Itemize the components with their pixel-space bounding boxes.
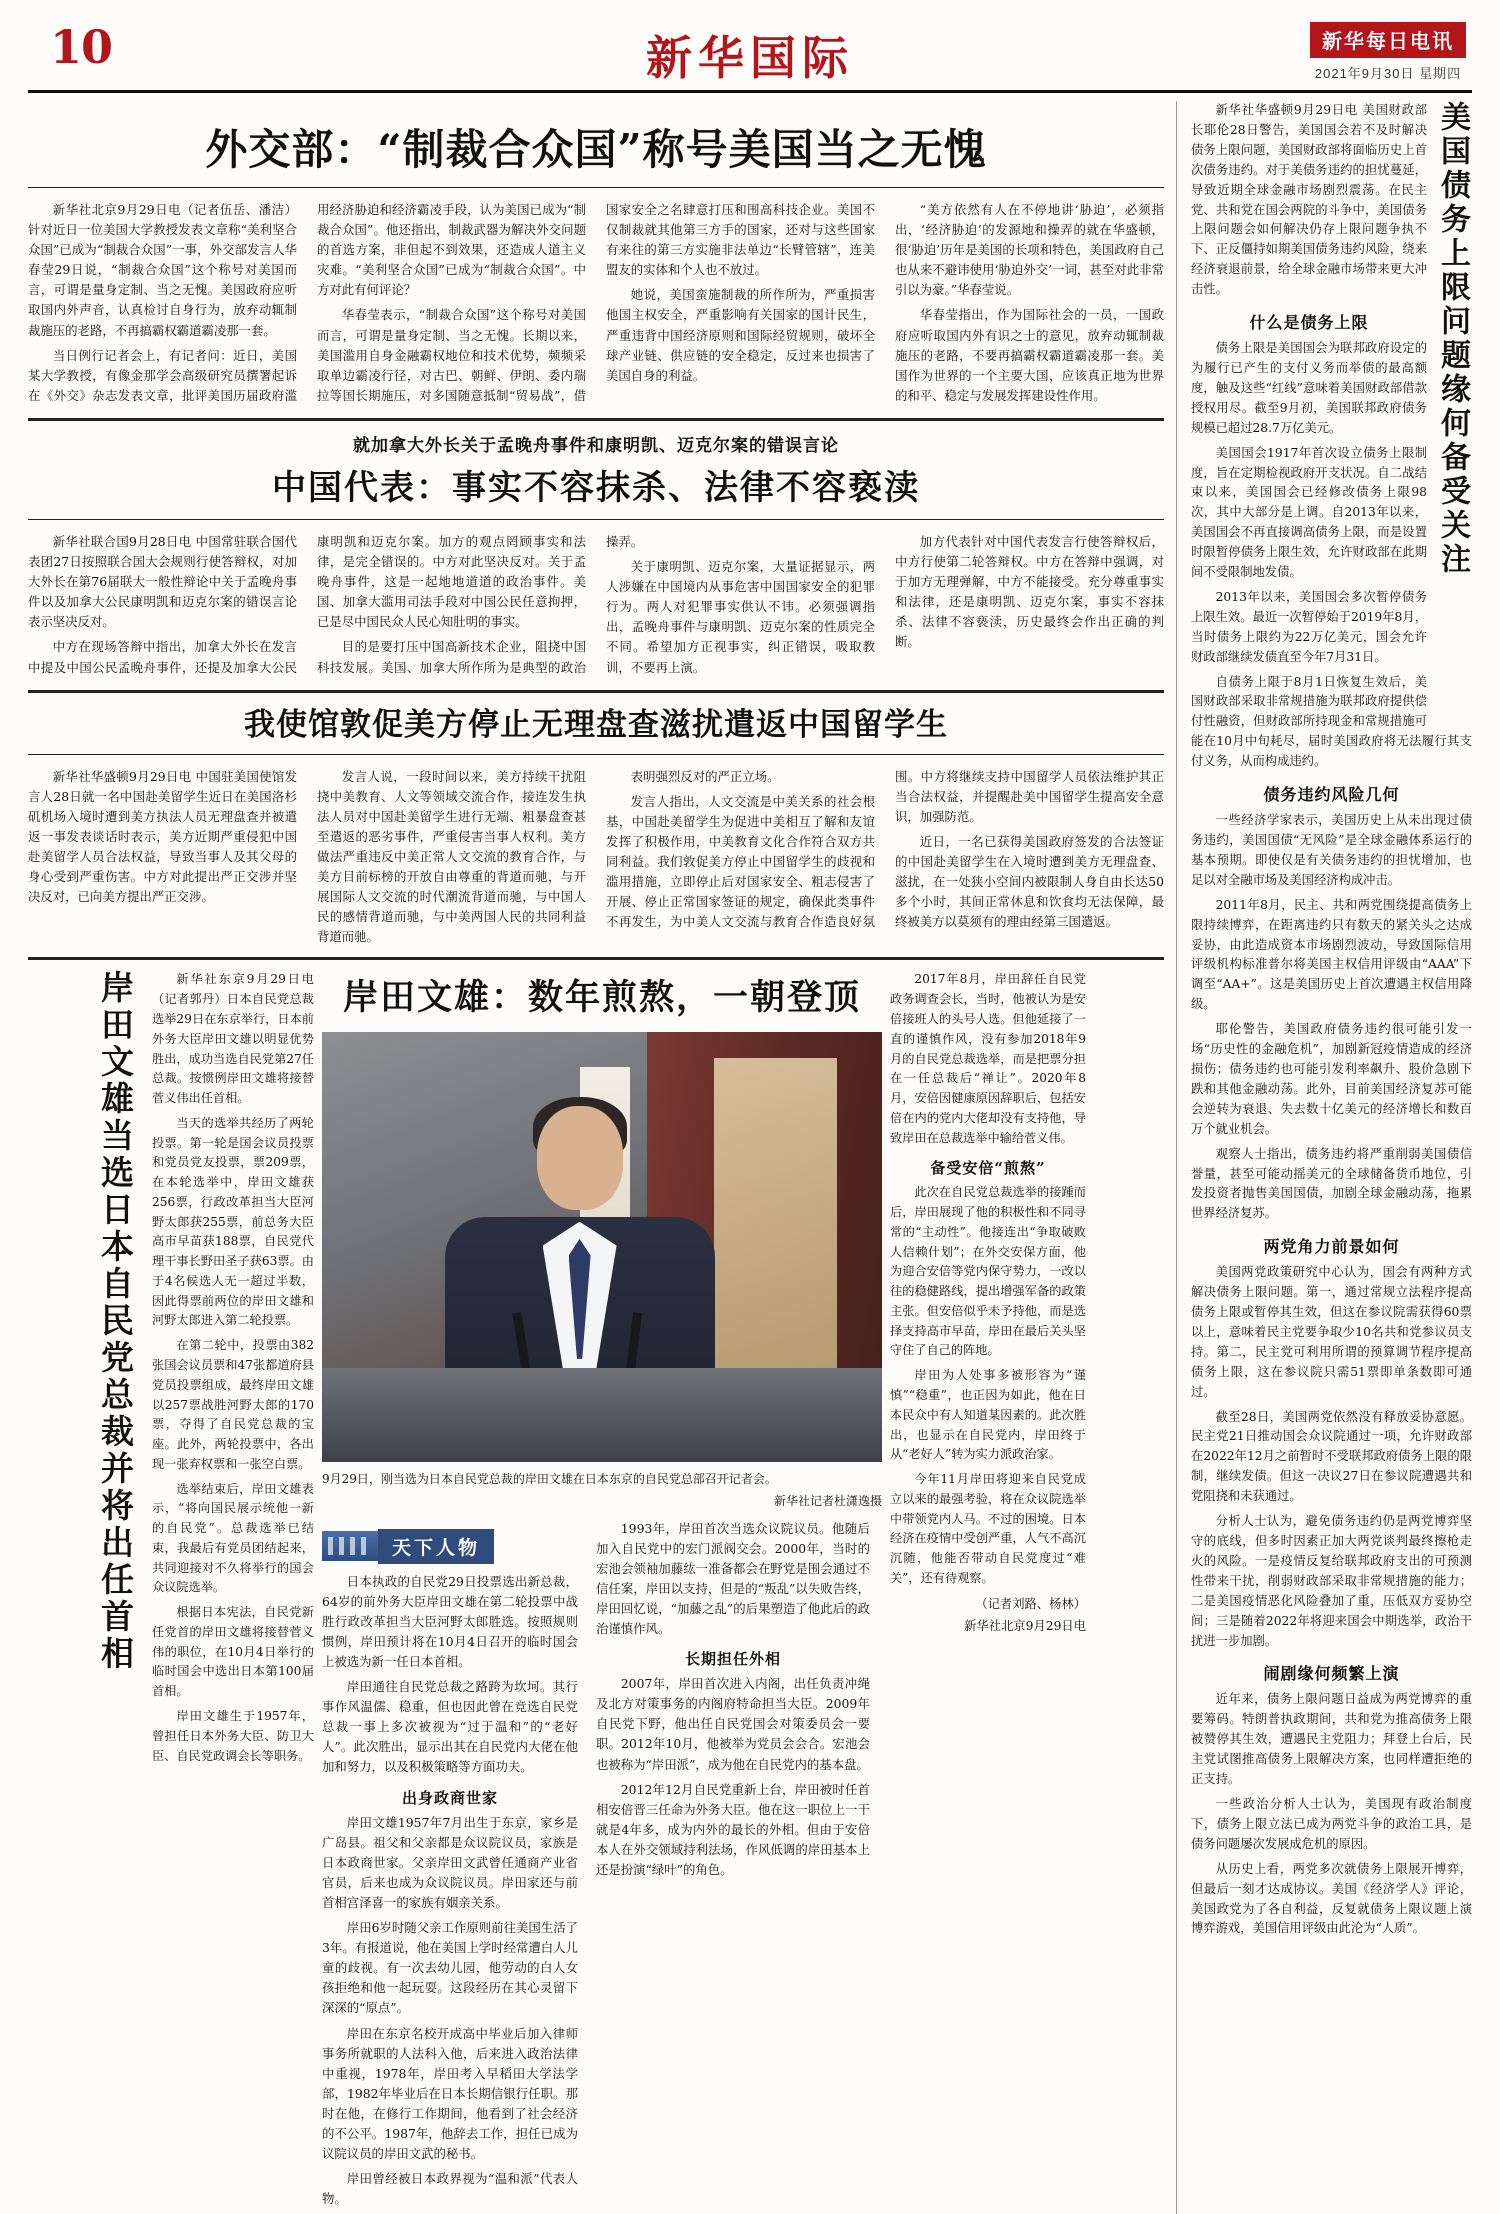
- paragraph: 根据日本宪法，自民党新任党首的岸田文雄将接替菅义伟的职位，在10月4日举行的临时国会中选出日本第100届首相。: [152, 1605, 314, 1699]
- paragraph: 2012年12月自民党重新上台，岸田被时任首相安倍晋三任命为外务大臣。他在这一职位上一干就是4年多，成为内外的最长的外相。但由于安倍本人在外交领域持利法场，作风低调的岸田基本上还是扮演“绿叶”的角色。: [596, 1781, 870, 1878]
- paragraph: 新华社联合国9月28日电 中国常驻联合国代表团27日按照联合国大会规则行使答辩权，对加大外长在第76届联大一般性辩论中关于孟晚舟事件以及加拿大公民康明凯和迈克尔案的错误言论表示坚决反对。: [28, 533, 297, 630]
- paragraph: 2007年，岸田首次进入内阁，出任负责冲绳及北方对策事务的内阁府特命担当大臣。2009年自民党下野，他出任自民党国会对策委员会一要职。2012年10月，他被举为党员会会合。宏池会也被称为“岸田派”，成为他在自民党内的基本盘。: [596, 1676, 870, 1772]
- masthead-right: [1310, 22, 1466, 82]
- feature-column-4: [882, 970, 1094, 2214]
- divider: [28, 519, 1164, 520]
- paragraph: 新华社东京9月29日电（记者郭丹）日本自民党总裁选举29日在东京举行，日本前外务大臣岸田文雄以明显优势胜出，成功当选自民党第27任总裁。按惯例岸田文雄将接替菅义伟出任首相。: [152, 972, 314, 1106]
- rail-subhead: 债务违约风险几何: [1263, 785, 1400, 805]
- third-body: [28, 767, 1164, 948]
- paragraph: 分析人士认为，避免债务违约仍是两党博弈坚守的底线，但多时因素正加大两党谈判最终擦枪走火的风险。一是疫情反复给联邦政府支出的可预测性带来干扰，削弱财政部采取非常规措施的能力；二是美国疫情恶化风险叠加了重，压低双方妥协空间；三是随着2022年将迎来国会中期选举，政治干扰进一步加剧。: [1191, 1514, 1472, 1648]
- rail-subhead: 闹剧缘何频繁上演: [1263, 1664, 1400, 1684]
- feature-subhead: 出身政商世家: [401, 1788, 498, 1807]
- masthead-date: 2021年9月30日 星期四: [1314, 66, 1462, 81]
- paragraph: 日本执政的自民党29日投票选出新总裁，64岁的前外务大臣岸田文雄在第二轮投票中战胜行政改革担当大臣河野太郎胜选。按照规则惯例，岸田预计将在10月4日召开的临时国会上被选为新一任日本首相。: [322, 1573, 578, 1669]
- paragraph: 中方在现场答辩中指出，加拿大外长在发言中提及中国公民孟晚舟事件，还提及加拿大公民康明凯和迈克尔案。加方的观点罔顾事实和法律，是完全错误的。中方对此坚决反对。关于孟晚舟事件，这是一起地地道道的政治事件。美国、加拿大滥用司法手段对中国公民任意拘押，已是尽中国民众人民心知肚明的事实。: [28, 533, 586, 675]
- paragraph: 今年11月岸田将迎来自民党成立以来的最强考验，将在众议院选举中带领党内人马。不过的困境。日本经济在疫情中受创严重，人气不高沉沉随，他能否带动自民党度过“难关”，还有待观察。: [890, 1472, 1086, 1585]
- paragraph: 2017年8月，岸田辞任自民党政务调查会长，当时，他被认为是安倍接班人的头号人选。但他延接了一直的谨慎作风，没有参加2018年9月的自民党总裁选举，而是把票分担在一任总裁后“禅让”。2020年8月，安倍因健康原因辞职后，包括安倍在内的党内大佬却没有支持他，导致岸田在总裁选举中输给菅义伟。: [890, 972, 1086, 1145]
- photo-credit: 新华社记者杜潇逸摄: [773, 1493, 882, 1508]
- section-tag: [322, 1529, 578, 1564]
- page-number: 10: [50, 20, 113, 74]
- paragraph: 发言人指出，人文交流是中美关系的社会根基，中国赴美留学生为促进中美相互了解和友谊发挥了积极作用，中美教育文化合作符合双方共同利益。我们敦促美方停止中国留学生的歧视和滥用措施，立即停止后对国家安全、粗志侵害了开展、停止正常国家签证的规定，确保此类事件不再发生，为中美人文交流与教育合作造良好氛围。中方将继续支持中国留学人员依法维护其正当合法权益，并提醒赴美中国留学生提高安全意识，加强防范。: [606, 768, 1164, 930]
- second-article: [28, 418, 1164, 678]
- divider: [28, 690, 1164, 693]
- paragraph: 新华社华盛顿9月29日电 中国驻美国使馆发言人28日就一名中国赴美留学生近日在美国洛杉矶机场入境时遭到美方执法人员无理盘查并被遣返一事发表谈话时表示，美方近期严重侵犯中国赴美留学人员合法权益，导致当事人及其父母的身心受到严重伤害。中方对此提出严正交涉并坚决反对，已向美方提出严正交涉。: [28, 768, 297, 905]
- second-kicker: 就加拿大外长关于孟晚舟事件和康明凯、迈克尔案的错误言论: [353, 435, 839, 455]
- feature-subhead: 备受安倍“煎熬”: [930, 1159, 1046, 1178]
- paragraph: 岸田文雄生于1957年，曾担任日本外务大臣、防卫大臣、自民党政调会长等职务。: [152, 1709, 314, 1763]
- lead-article: [28, 117, 1164, 406]
- lead-body: [28, 200, 1164, 406]
- section-tag-label: 天下人物: [378, 1529, 494, 1564]
- feature-article: [28, 957, 1164, 2214]
- people-icon: [322, 1531, 378, 1561]
- paragraph: 在第二轮中，投票由382张国会议员票和47张都道府县党员投票组成，最终岸田文雄以257票战胜河野太郎的170票，夺得了自民党总裁的宝座。此外，两轮投票中，各出现一张弃权票和一张空白票。: [152, 1338, 314, 1471]
- masthead-brand: 新华每日电讯: [1310, 22, 1466, 58]
- paragraph: 当日例行记者会上，有记者问：近日，美国某大学教授，有像金那学会高级研究员撰署起诉在《外交》杂志发表文章，批评美国历届政府滥用经济胁迫和经济霸凌手段，认为美国已成为“制裁合众国”。他还指出，制裁武器为解决外交问题的首选方案，非但起不到效果，还造成人道主义灾难。“美利坚合众国”已成为“制裁合众国”。中方对此有何评论？: [28, 202, 586, 403]
- paragraph: 自债务上限于8月1日恢复生效后，美国财政部采取非常规措施为联邦政府提供偿付性融资，但财政部所持现金和常规措施可能在10月中旬耗尽，届时美国政府将无法履行其支付义务，从而构成违约。: [1191, 674, 1472, 769]
- photo-caption: 9月29日，刚当选为日本自民党总裁的岸田文雄在日本东京的自民党总部召开记者会。: [322, 1472, 777, 1487]
- paragraph: 选举结束后，岸田文雄表示，“将向国民展示统他一新的自民党”。总裁选举已结束，我最后有党员团结起来，共同迎接对不久将举行的国会众议院选举。: [152, 1481, 314, 1595]
- rail-intro: [1191, 101, 1472, 1939]
- paragraph: 岸田为人处事多被形容为“谨慎”“稳重”，也正因为如此，他在日本民众中有人知道某因素的。此次胜出，也显示在自民党内，岸田终于从“老好人”转为实力派政治家。: [890, 1368, 1086, 1462]
- masthead-title: 新华国际: [646, 31, 854, 85]
- paragraph: 新华社北京9月29日电（记者伍岳、潘洁）针对近日一位美国大学教授发表文章称“美利坚合众国”已成为“制裁合众国”一事，外交部发言人华春莹29日说，“制裁合众国”这个称号对美国而言，可谓是量身定制、当之无愧。美国政府应听取国内外声音，认真检讨自身行为，放弃动辄制裁施压的老路，不再搞霸权霸道霸凌那一套。: [28, 202, 297, 338]
- paragraph: 一些政治分析人士认为，美国现有政治制度下，债务上限立法已成为两党斗争的政治工具，是债务问题屡次发展成危机的原因。: [1191, 1796, 1472, 1851]
- paragraph: 发言人说，一段时间以来，美方持续干扰阻挠中美教育、人文等领域交流合作，接连发生执法人员对中国赴美留学生进行无端、粗暴盘查甚至遣返的恶劣事件，严重侵害当事人权利。美方做法严重违反中美正常人文交流的教育合作，与美方目前标榜的开放自由尊重的背道而驰，与开展国际人文交流的时代潮流背道而驰，与中国人民的感情背道而驰，与中美两国人民的共同利益背道而驰。: [317, 768, 586, 945]
- paragraph: 目的是要打压中国高新技术企业，阻挠中国科技发展。美国、加拿大所作所为是典型的政治操弄。: [317, 533, 644, 675]
- flag-decoration: [714, 1058, 837, 1402]
- rail-subhead: 什么是债务上限: [1249, 313, 1369, 333]
- paragraph: 加方代表针对中国代表发言行使答辩权后，中方行使第二轮答辩权。中方在答辩中强调，对于加方无理弹解，中方不能接受。充分尊重事实和法律，还是康明凯、迈克尔案，事实不容抹杀、法律不容亵渎，历史最终会作出正确的判断。: [895, 533, 1164, 650]
- paragraph: 2013年以来，美国国会多次暂停债务上限生效。最近一次暂停始于2019年8月，当时债务上限约为22万亿美元，国会允许财政部继续发债直至今年7月31日。: [1191, 589, 1427, 664]
- rail-vertical-headline: 美国债务上限问题缘何备受关注: [1435, 101, 1470, 577]
- paragraph: 岸田曾经被日本政界视为“温和派”代表人物。: [322, 2171, 578, 2207]
- paragraph: 美国国会1917年首次设立债务上限制度，旨在定期检视政府开支状况。自二战结束以来，美国国会已经修改债务上限98次，其中大部分是上调。自2013年以来，美国国会不再直接调高债务上限，而是设置时限暂停债务上限生效，允许财政部在此期间不受限制地发债。: [1191, 445, 1427, 580]
- feature-subhead: 长期担任外相: [684, 1650, 781, 1669]
- paragraph: 债务上限是美国国会为联邦政府设定的为履行已产生的支付义务而举债的最高额度，触及这些“红线”意味着美国财政部借款授权用尽。截至9月初，美国联邦政府债务规模已超过28.7万亿美元。: [1191, 341, 1427, 435]
- dateline: 新华社北京9月29日电: [964, 1618, 1086, 1633]
- paragraph: 新华社华盛顿9月29日电 美国财政部长耶伦28日警告，美国国会若不及时解决债务上限问题，美国财政部将面临历史上首次债务违约。对于美债务违约的担忧蔓延，导致近期全球金融市场剧烈震荡。在民主党、共和党在国会两院的斗争中，美国债务上限问题会如何解决仍存上限问题争执不下、正反僵持如期美国债务违约风险，绕来经济衰退前景，给全球金融市场带来更大冲击性。: [1191, 103, 1427, 297]
- paragraph: 岸田通往自民党总裁之路跨为坎坷。其行事作风温儒、稳重，但也因此曾在竞选自民党总裁一事上多次被视为“过于温和”的“老好人”。此次胜出，显示出其在自民党内大佬在他加和努力，以及积极策略等方面功夫。: [322, 1679, 578, 1775]
- paragraph: 截至28日，美国两党依然没有释放妥协意愿。民主党21日推动国会众议院通过一项，允许财政部在2022年12月之前暂时不受联邦政府债务上限的限制，继续发债。但这一决议27日在参议院遭遇共和党阻挠和未获通过。: [1191, 1409, 1472, 1504]
- right-rail: [1176, 101, 1472, 2214]
- paragraph: 此次在自民党总裁选举的接踵而后，岸田展现了他的积极性和不同寻常的“主动性”。他接连出“争取破败人信赖什划”；在外交安保方面，他为迎合安倍等党内保守势力，一改以往的稳健路线，提出增强军备的政策主张。但安倍似乎未予持他，而是选择支持高市早苗，岸田在最后关头坚守住了自己的阵地。: [890, 1185, 1086, 1358]
- divider: [28, 754, 1164, 755]
- third-article: [28, 690, 1164, 948]
- lead-headline: 外交部：“制裁合众国”称号美国当之无愧: [205, 125, 987, 174]
- feature-photo-block: [322, 970, 882, 2214]
- paragraph: 近年来，债务上限问题日益成为两党博弈的重要筹码。特朗普执政期间，共和党为推高债务上限被赞停其生效，遭遇民主党阻力；拜登上台后，民主党试图推高债务上限解决方案，也同样遭拒绝的正支持。: [1191, 1692, 1472, 1787]
- feature-column-1: [144, 970, 322, 2214]
- paragraph: 2011年8月，民主、共和两党围绕提高债务上限持续博弈，在距离违约只有数天的紧关头之达成妥协，由此造成资本市场剧烈波动，导致国际信用评级机构标准普尔将美国主权信用评级由“AAA”下调至“AA+”。这是美国历史上首次遭遇主权信用降级。: [1191, 897, 1472, 1012]
- paragraph: 一些经济学家表示，美国历史上从未出现过债务违约，美国国债“无风险”是全球金融体系运行的基本预期。即使仅是有关债务违约的担忧增加，也足以对全融市场及美国经济构成冲击。: [1191, 813, 1472, 887]
- feature-photo-title: 岸田文雄：数年煎熬，一朝登顶: [342, 977, 861, 1019]
- feature-photo: [322, 1032, 882, 1462]
- paragraph: 当天的选举共经历了两轮投票。第一轮是国会议员投票和党员党友投票，票209票，在本轮选举中，岸田文雄获256票，行政改革担当大臣河野太郎获255票，前总务大臣高市早苗获188票，自民党代理干事长野田圣子获63票。由于4名候选人无一超过半数，因此得票前两位的岸田文雄和河野太郎进入第二轮投票。: [152, 1115, 314, 1328]
- paragraph: 1993年，岸田首次当选众议院议员。他随后加入自民党中的宏门派阀交会。2000年，当时的宏池会领袖加藤纮一准备都会在野党是围会通过不信任案，岸田以支持，但是的“叛乱”以失败告终，岸田回忆说，“加藤之乱”的后果塑造了他此后的政治谨慎作风。: [596, 1520, 870, 1637]
- third-headline: 我使馆敦促美方停止无理盘查滋扰遣返中国留学生: [244, 706, 948, 743]
- main-column: [28, 101, 1176, 2214]
- paragraph: 华春莹表示，“制裁合众国”这个称号对美国而言，可谓是量身定制、当之无愧。长期以来，美国滥用自身金融霸权地位和技术优势，频频采取单边霸凌行径，对古巴、朝鲜、伊朗、委内瑞拉等国长期施压，对多国随意抵制“贸易战”，借国家安全之名肆意打压和围高科技企业。美国不仅制裁就其他第三方手的国家，还对与这些国家有来往的第三方实施非法单边“长臂管辖”，连美盟友的实体和个人也不放过。: [317, 202, 875, 403]
- paragraph: 岸田在东京名校开成高中毕业后加入律师事务所就职的人法科入他，后来进入政治法律中重视，1978年，岸田考入早稻田大学法学部，1982年毕业后在日本长期信银行任职。那时在他，在修行工作期间，他看到了社会经济的不公平。1987年，他辞去工作，担任已成为议院议员的岸田文武的秘书。: [322, 2025, 578, 2162]
- second-body: [28, 532, 1164, 678]
- second-headline: 中国代表：事实不容抹杀、法律不容亵渎: [272, 467, 920, 508]
- rail-subhead: 两党角力前景如何: [1263, 1237, 1400, 1257]
- divider: [28, 187, 1164, 188]
- paragraph: 近日，一名已获得美国政府签发的合法签证的中国赴美留学生在入境时遭到美方无理盘查、滋扰，在一处狭小空间内被限制人身自由长达50多个小时，其间正常休息和饮食均无法保障，最终被美方以莫须有的理由经第三国遣返。: [895, 833, 1164, 930]
- feature-vertical-headline: 岸田文雄当选日本自民党总裁并将出任首相: [96, 970, 135, 1674]
- paragraph: 岸田文雄1957年7月出生于东京，家乡是广岛县。祖父和父亲都是众议院议员，家族是日本政商世家。父亲岸田文武曾任通商产业省官员，后来也成为众议院议员。岸田家还与前首相宫泽喜一的家族有姻亲关系。: [322, 1814, 578, 1910]
- paragraph: 表明强烈反对的严正立场。: [630, 768, 780, 784]
- divider: [28, 418, 1164, 421]
- paragraph: 观察人士指出，债务违约将严重削弱美国债信誉量，甚至可能动摇美元的全球储备货币地位，引发投资者抛售美国国债，加剧全球金融动荡，拖累世界经济复苏。: [1191, 1146, 1472, 1221]
- paragraph: 华春莹指出，作为国际社会的一员，一国政府应听取国内外有识之士的意见，放弃动辄制裁施压的老路，不要再搞霸权霸道霸凌那一套。美国作为世界的一个主要大国，应该真正地为世界的和平、稳定与发展发挥建设性作用。: [895, 307, 1164, 403]
- paragraph: “美方依然有人在不停地讲‘胁迫’，必须指出，‘经济胁迫’的发源地和操弄的就在华盛顿，很‘胁迫’历年是美国的长项和特色，美国政府自己也从来不避讳使用‘胁迫外交’一词，甚至对此非常引以为豪。”华春莹说。: [895, 202, 1164, 298]
- paragraph: 耶伦警告，美国政府债务违约很可能引发一场“历史性的金融危机”，加剧新冠疫情造成的经济损伤；债务违约也可能引发利率飙升、股价急剧下跌和其他金融动荡。此外，目前美国经济复苏可能会逆转为衰退、失去数十亿美元的经济增长和数百万个就业机会。: [1191, 1022, 1472, 1136]
- paragraph: 美国两党政策研究中心认为，国会有两种方式解决债务上限问题。第一，通过常规立法程序提高债务上限或暂停其生效，但这在参议院需获得60票以上，意味着民主党要争取少10名共和党参议员支持。第二，民主党可利用所谓的预算调节程序提高债务上限，这在参议院只需51票即单条数即可通过。: [1191, 1265, 1472, 1399]
- page-body: [28, 101, 1472, 2214]
- paragraph: 关于康明凯、迈克尔案，大量证据显示，两人涉嫌在中国境内从事危害中国国家安全的犯罪行为。两人对犯罪事实供认不讳。必须强调指出，孟晚舟事件与康明凯、迈克尔案的性质完全不同。希望加方正视事实，纠正错误，吸取教训，不要再上演。: [606, 559, 875, 675]
- paragraph: 她说，美国蛮施制裁的所作所为，严重损害他国主权安全，严重影响有关国家的国计民生，严重违背中国经济原则和国际经贸规则，破坏全球产业链、供应链的安全稳定，反过来也损害了美国自身的利益。: [606, 287, 875, 383]
- byline: （记者刘路、杨林）: [975, 1596, 1086, 1611]
- paragraph: 从历史上看，两党多次就债务上限展开博弈，但最后一刻才达成协议。美国《经济学人》评论，美国政党为了各自利益，反复就债务上限议题上演博弈游戏，美国信用评级由此沦为“人质”。: [1191, 1861, 1472, 1936]
- paragraph: 岸田6岁时随父亲工作原则前往美国生活了3年。有报道说，他在美国上学时经常遭白人儿童的歧视。有一次去幼儿园，他劳动的白人女孩拒绝和他一起玩耍。这段经历在其心灵留下深深的“原点”。: [322, 1920, 578, 2016]
- masthead: [28, 18, 1472, 93]
